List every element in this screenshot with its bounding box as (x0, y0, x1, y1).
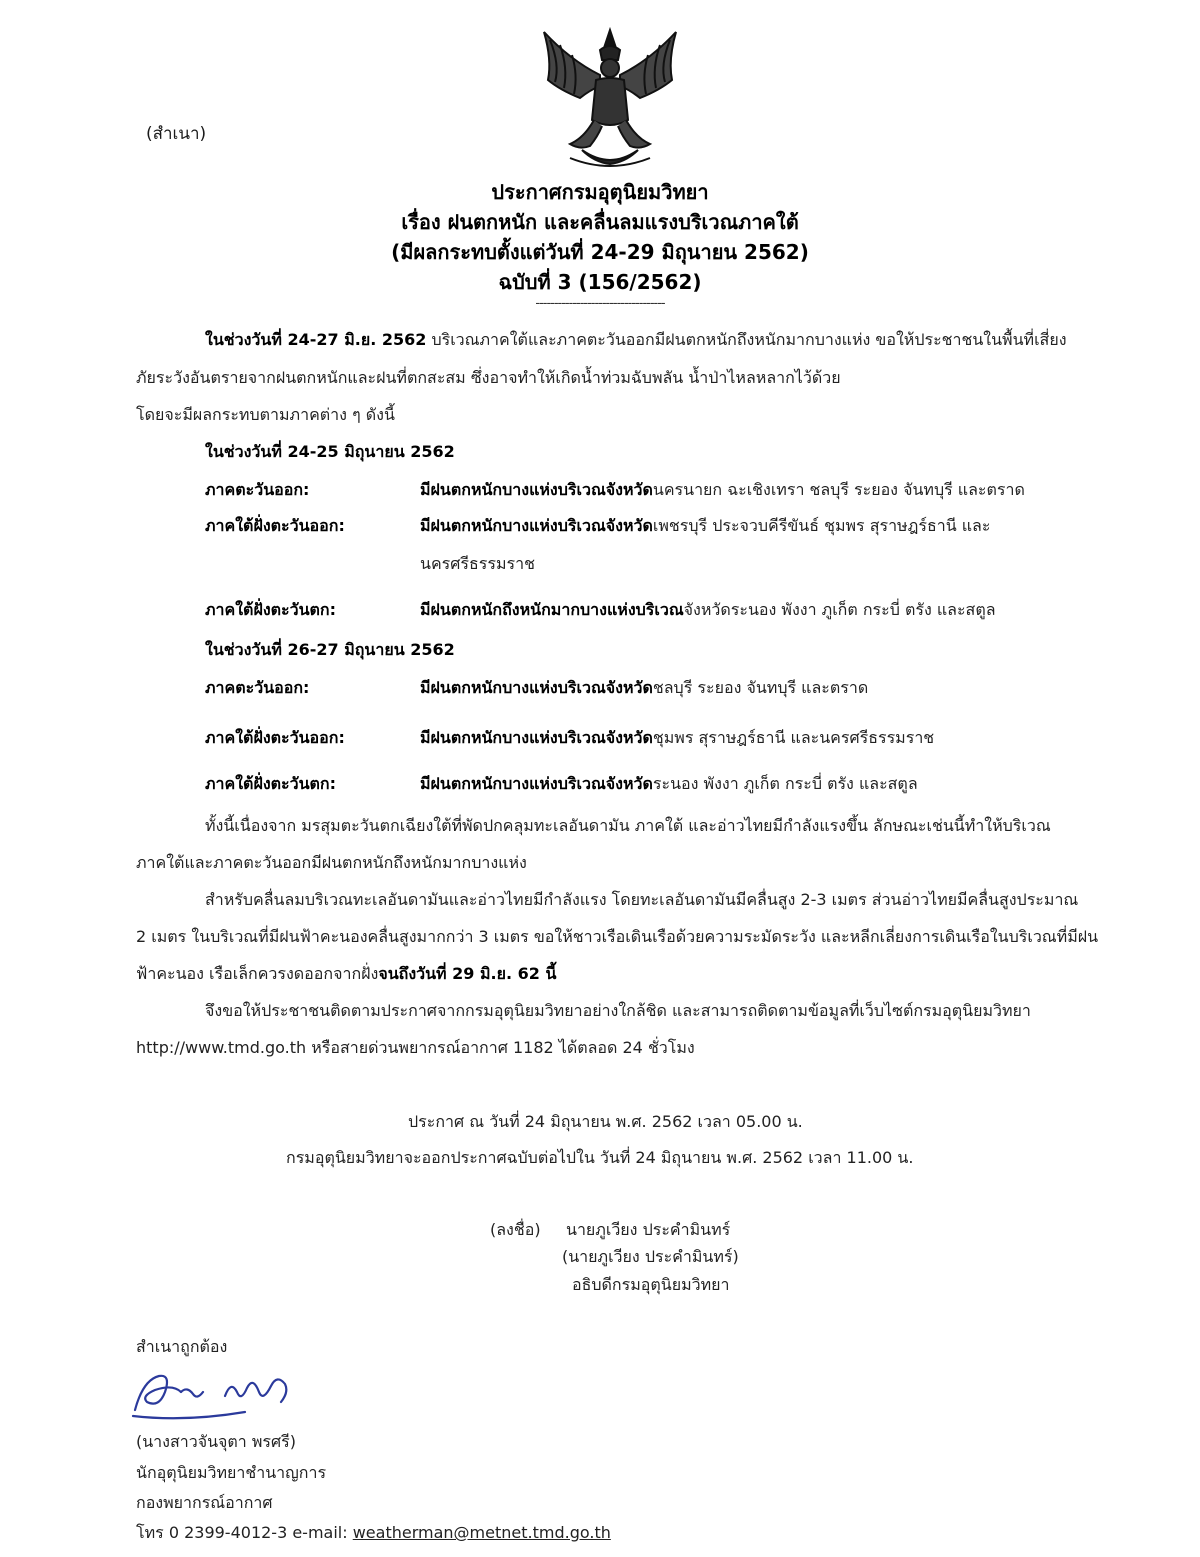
period1-desc-south-west-text: จังหวัดระนอง พังงา ภูเก็ต กระบี่ ตรัง และสตูล (683, 600, 996, 619)
period2-region-south-west: ภาคใต้ฝั่งตะวันตก: (205, 774, 337, 793)
period1-desc-east (420, 478, 1025, 503)
certified-label: สำเนาถูกต้อง (136, 1337, 228, 1356)
email-link[interactable]: weatherman@metnet.tmd.go.th (352, 1523, 611, 1542)
period2-desc-south-east (420, 726, 934, 751)
announcement-issue-number: ฉบับที่ 3 (156/2562) (498, 270, 702, 294)
period2-desc-south-west-bold: มีฝนตกหนักบางแห่งบริเวณจังหวัด (420, 774, 653, 793)
waves-line-3 (136, 962, 556, 987)
period1-region-south-east: ภาคใต้ฝั่งตะวันออก: (205, 516, 345, 535)
announcement-effective-period: (มีผลกระทบตั้งแต่วันที่ 24-29 มิถุนายน 2562) (391, 240, 809, 264)
signer-name: นายภูเวียง ประคำมินทร์ (566, 1220, 731, 1239)
period1-desc-south-east-text: เพชรบุรี ประจวบคีรีขันธ์ ชุมพร สุราษฎร์ธานี และ (652, 516, 991, 535)
waves-line-1: สำหรับคลื่นลมบริเวณทะเลอันดามันและอ่าวไทยมีกำลังแรง โดยทะเลอันดามันมีคลื่นสูง 2-3 เมตร ส่วนอ่าวไทยมีคลื่นสูงประมาณ (205, 890, 1079, 909)
announcement-title: ประกาศกรมอุตุนิยมวิทยา (491, 180, 709, 204)
certified-position: นักอุตุนิยมวิทยาชำนาญการ (136, 1463, 327, 1482)
period2-desc-east (420, 676, 868, 701)
certified-contact (136, 1521, 611, 1546)
period1-desc-south-west (420, 598, 996, 623)
period1-region-south-west: ภาคใต้ฝั่งตะวันตก: (205, 600, 337, 619)
intro-line-2: ภัยระวังอันตรายจากฝนตกหนักและฝนที่ตกสะสม ซึ่งอาจทำให้เกิดน้ำท่วมฉับพลัน น้ำป่าไหลหลากไว้ด้วย (136, 368, 841, 387)
cause-line-1: ทั้งนี้เนื่องจาก มรสุมตะวันตกเฉียงใต้ที่พัดปกคลุมทะเลอันดามัน ภาคใต้ และอ่าวไทยมีกำลังแรงขึ้น ลักษณะเช่นนี้ทำให้บริเวณ (205, 816, 1051, 835)
intro-line-1-rest: บริเวณภาคใต้และภาคตะวันออกมีฝนตกหนักถึงหนักมากบางแห่ง ขอให้ประชาชนในพื้นที่เสี่ยง (426, 330, 1067, 349)
period2-region-south-east: ภาคใต้ฝั่งตะวันออก: (205, 728, 345, 747)
title-divider: ----------------------------------- (535, 296, 665, 311)
period2-desc-south-west (420, 772, 918, 797)
certified-name: (นางสาวจันจุตา พรศรี) (136, 1432, 296, 1451)
waves-line-3-bold: จนถึงวันที่ 29 มิ.ย. 62 นี้ (378, 964, 557, 983)
follow-line-2: http://www.tmd.go.th หรือสายด่วนพยากรณ์อากาศ 1182 ได้ตลอด 24 ชั่วโมง (136, 1038, 695, 1057)
handwritten-signature-icon (125, 1362, 305, 1422)
intro-line-3: โดยจะมีผลกระทบตามภาคต่าง ๆ ดังนี้ (136, 405, 395, 424)
announce-date: ประกาศ ณ วันที่ 24 มิถุนายน พ.ศ. 2562 เวลา 05.00 น. (408, 1112, 803, 1131)
period2-desc-south-east-text: ชุมพร สุราษฎร์ธานี และนครศรีธรรมราช (652, 728, 935, 747)
period1-desc-south-east (420, 514, 990, 539)
cause-line-2: ภาคใต้และภาคตะวันออกมีฝนตกหนักถึงหนักมากบางแห่ง (136, 853, 527, 872)
period2-heading: ในช่วงวันที่ 26-27 มิถุนายน 2562 (205, 640, 455, 659)
follow-line-1: จึงขอให้ประชาชนติดตามประกาศจากกรมอุตุนิยมวิทยาอย่างใกล้ชิด และสามารถติดตามข้อมูลที่เว็บไซต์กรมอุตุนิยมวิทยา (205, 1001, 1031, 1020)
signer-label: (ลงชื่อ) (490, 1220, 541, 1239)
next-announce: กรมอุตุนิยมวิทยาจะออกประกาศฉบับต่อไปใน วันที่ 24 มิถุนายน พ.ศ. 2562 เวลา 11.00 น. (286, 1148, 914, 1167)
signer-name-paren: (นายภูเวียง ประคำมินทร์) (562, 1247, 739, 1266)
certified-phone: โทร 0 2399-4012-3 e-mail: (136, 1523, 353, 1542)
period1-desc-south-east-bold: มีฝนตกหนักบางแห่งบริเวณจังหวัด (420, 516, 653, 535)
period1-desc-east-bold: มีฝนตกหนักบางแห่งบริเวณจังหวัด (420, 480, 653, 499)
announcement-subject: เรื่อง ฝนตกหนัก และคลื่นลมแรงบริเวณภาคใต้ (401, 210, 799, 234)
certified-division: กองพยากรณ์อากาศ (136, 1493, 273, 1512)
intro-line-1 (205, 328, 1067, 353)
period2-desc-south-east-bold: มีฝนตกหนักบางแห่งบริเวณจังหวัด (420, 728, 653, 747)
copy-label: (สำเนา) (146, 124, 207, 144)
garuda-emblem-icon (530, 20, 690, 170)
period1-desc-east-text: นครนายก ฉะเชิงเทรา ชลบุรี ระยอง จันทบุรี และตราด (652, 480, 1025, 499)
signer-position: อธิบดีกรมอุตุนิยมวิทยา (572, 1275, 730, 1294)
period2-region-east: ภาคตะวันออก: (205, 678, 310, 697)
waves-line-2: 2 เมตร ในบริเวณที่มีฝนฟ้าคะนองคลื่นสูงมากกว่า 3 เมตร ขอให้ชาวเรือเดินเรือด้วยความระมัดระวัง และหลีกเลี่ยงการเดินเรือในบริเวณที่มีฝน (136, 927, 1099, 946)
period1-desc-south-west-bold: มีฝนตกหนักถึงหนักมากบางแห่งบริเวณ (420, 600, 684, 619)
period1-heading: ในช่วงวันที่ 24-25 มิถุนายน 2562 (205, 442, 455, 461)
waves-line-3-plain: ฟ้าคะนอง เรือเล็กควรงดออกจากฝั่ง (136, 964, 379, 983)
period1-region-east: ภาคตะวันออก: (205, 480, 310, 499)
intro-lead: ในช่วงวันที่ 24-27 มิ.ย. 2562 (205, 330, 427, 349)
period1-desc-south-east-line2: นครศรีธรรมราช (420, 554, 535, 573)
period2-desc-east-bold: มีฝนตกหนักบางแห่งบริเวณจังหวัด (420, 678, 653, 697)
period2-desc-south-west-text: ระนอง พังงา ภูเก็ต กระบี่ ตรัง และสตูล (652, 774, 918, 793)
period2-desc-east-text: ชลบุรี ระยอง จันทบุรี และตราด (652, 678, 869, 697)
